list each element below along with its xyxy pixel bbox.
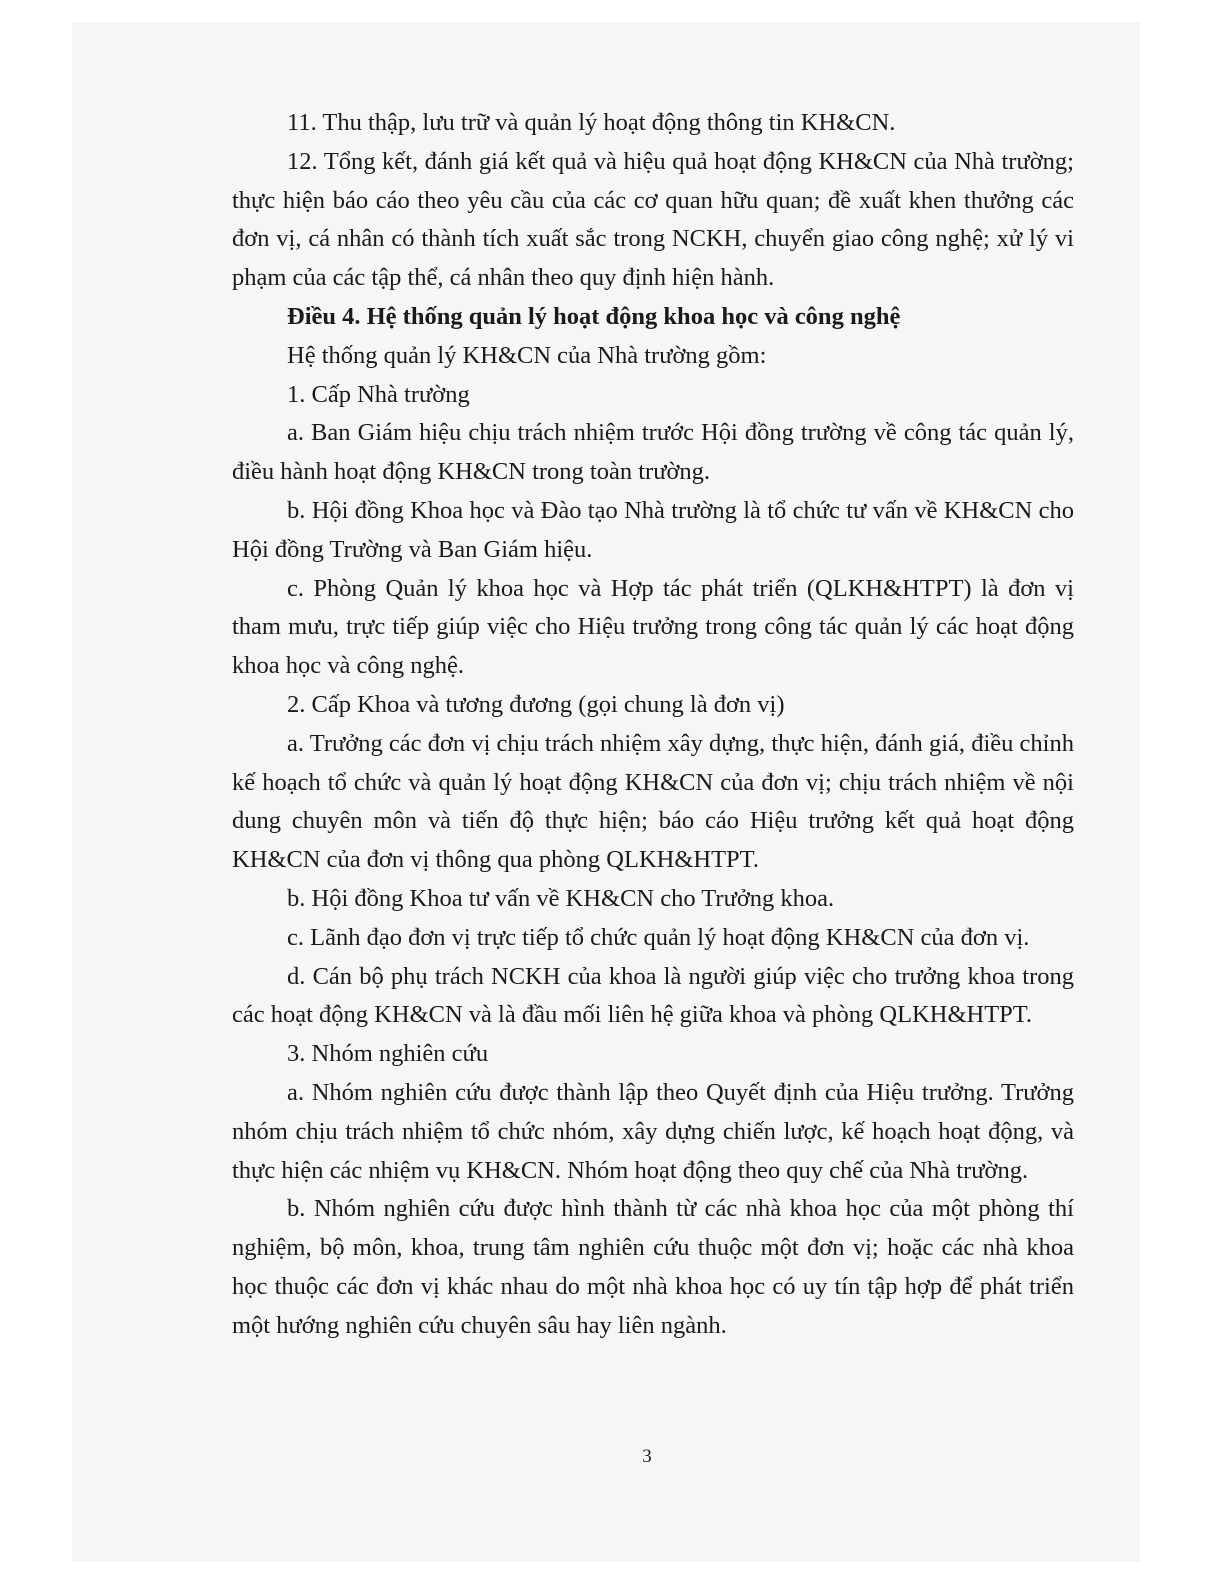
paragraph-item-12: 12. Tổng kết, đánh giá kết quả và hiệu quả hoạt động KH&CN của Nhà trường; thực hiện báo cáo theo yêu cầu của các cơ quan hữu quan; đề xuất khen thưởng các đơn vị, cá nhân có thành tích xuất sắc trong NCKH, chuyển giao công nghệ; xử lý vi phạm của các tập thể, cá nhân theo quy định hiện hành. [232,147,1074,292]
section-2d: d. Cán bộ phụ trách NCKH của khoa là người giúp việc cho trưởng khoa trong các hoạt động KH&CN và là đầu mối liên hệ giữa khoa và phòng QLKH&HTPT. [232,962,1074,1029]
section-3-title: 3. Nhóm nghiên cứu [287,1040,489,1068]
section-1c: c. Phòng Quản lý khoa học và Hợp tác phát triển (QLKH&HTPT) là đơn vị tham mưu, trực tiếp giúp việc cho Hiệu trưởng trong công tác quản lý các hoạt động khoa học và công nghệ. [232,574,1074,680]
paragraph-intro: Hệ thống quản lý KH&CN của Nhà trường gồm: [287,341,767,369]
page-number: 3 [642,1446,652,1467]
section-2-title: 2. Cấp Khoa và tương đương (gọi chung là đơn vị) [287,690,785,718]
document-body [232,104,1074,1346]
paragraph-item-11: 11. Thu thập, lưu trữ và quản lý hoạt động thông tin KH&CN. [287,109,896,136]
section-2a: a. Trưởng các đơn vị chịu trách nhiệm xây dựng, thực hiện, đánh giá, điều chỉnh kế hoạch tổ chức và quản lý hoạt động KH&CN của đơn vị; chịu trách nhiệm về nội dung chuyên môn và tiến độ thực hiện; báo cáo Hiệu trưởng kết quả hoạt động KH&CN của đơn vị thông qua phòng QLKH&HTPT. [232,729,1074,874]
section-2c: c. Lãnh đạo đơn vị trực tiếp tổ chức quản lý hoạt động KH&CN của đơn vị. [287,923,1030,951]
section-3b: b. Nhóm nghiên cứu được hình thành từ các nhà khoa học của một phòng thí nghiệm, bộ môn, khoa, trung tâm nghiên cứu thuộc một đơn vị; hoặc các nhà khoa học thuộc các đơn vị khác nhau do một nhà khoa học có uy tín tập hợp để phát triển một hướng nghiên cứu chuyên sâu hay liên ngành. [232,1195,1074,1339]
section-1-title: 1. Cấp Nhà trường [287,380,470,408]
section-1a: a. Ban Giám hiệu chịu trách nhiệm trước Hội đồng trường về công tác quản lý, điều hành hoạt động KH&CN trong toàn trường. [232,419,1074,486]
section-3a: a. Nhóm nghiên cứu được thành lập theo Quyết định của Hiệu trưởng. Trưởng nhóm chịu trách nhiệm tổ chức nhóm, xây dựng chiến lược, kế hoạch hoạt động, và thực hiện các nhiệm vụ KH&CN. Nhóm hoạt động theo quy chế của Nhà trường. [232,1078,1074,1184]
section-2b: b. Hội đồng Khoa tư vấn về KH&CN cho Trưởng khoa. [287,884,835,912]
section-1b: b. Hội đồng Khoa học và Đào tạo Nhà trường là tổ chức tư vấn về KH&CN cho Hội đồng Trường và Ban Giám hiệu. [232,496,1074,563]
article-heading: Điều 4. Hệ thống quản lý hoạt động khoa học và công nghệ [287,302,901,330]
